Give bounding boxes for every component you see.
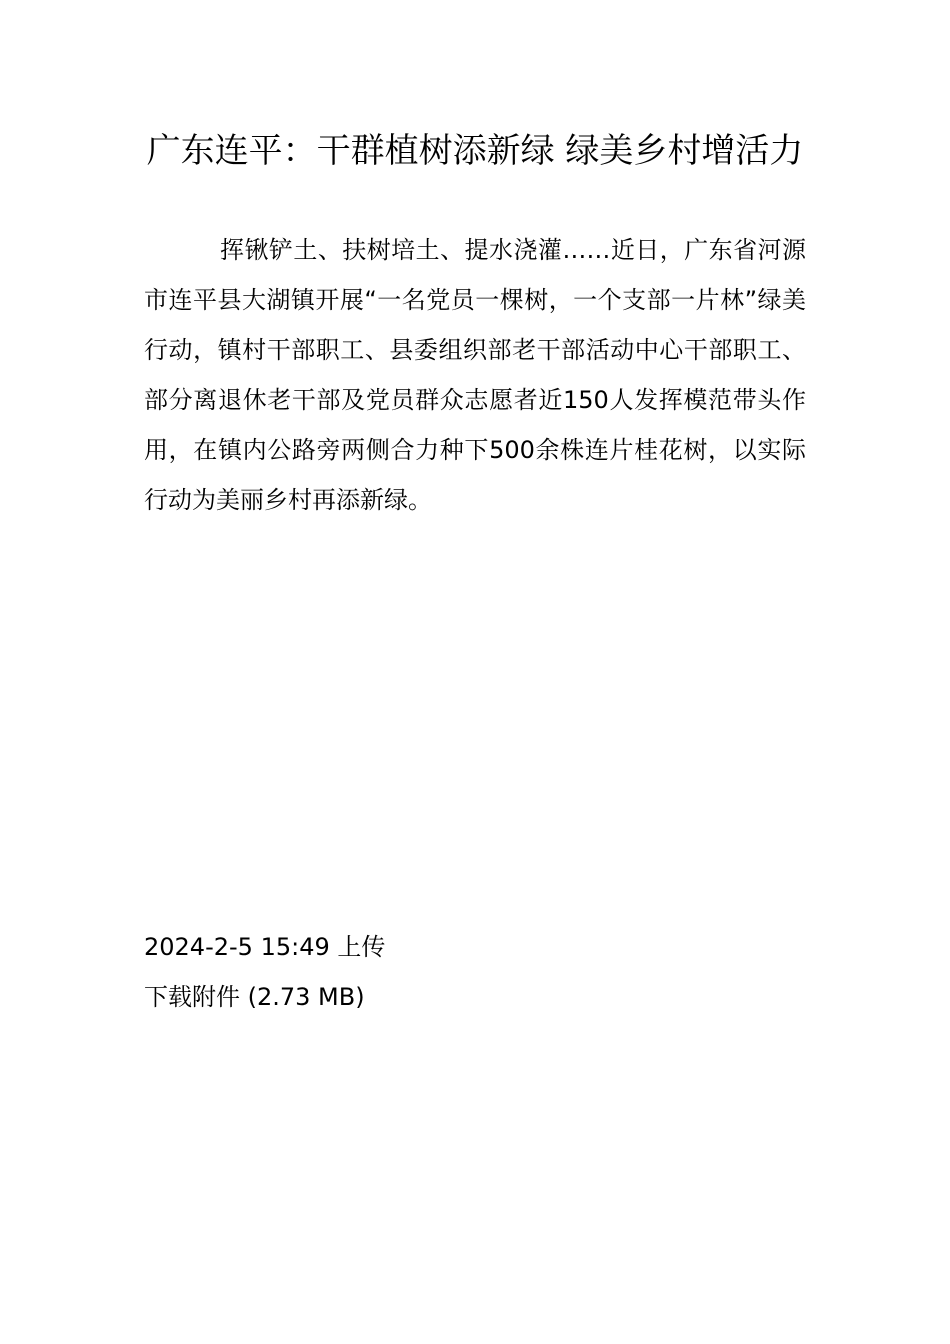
article-title: 广东连平：干群植树添新绿 绿美乡村增活力 (146, 131, 804, 171)
upload-info: 2024-2-5 15:49 上传 (144, 933, 386, 961)
article-body: 挥锹铲土、扶树培土、提水浇灌……近日，广东省河源市连平县大湖镇开展“一名党员一棵树，一个支部一片林”绿美行动，镇村干部职工、县委组织部老干部活动中心干部职工、部分离退休老干部及党员群众志愿者近150人发挥模范带头作用，在镇内公路旁两侧合力种下500余株连片桂花树，以实际行动为美丽乡村再添新绿。 (144, 236, 806, 514)
download-attachment-link[interactable]: 下载附件 (2.73 MB) (144, 983, 365, 1011)
